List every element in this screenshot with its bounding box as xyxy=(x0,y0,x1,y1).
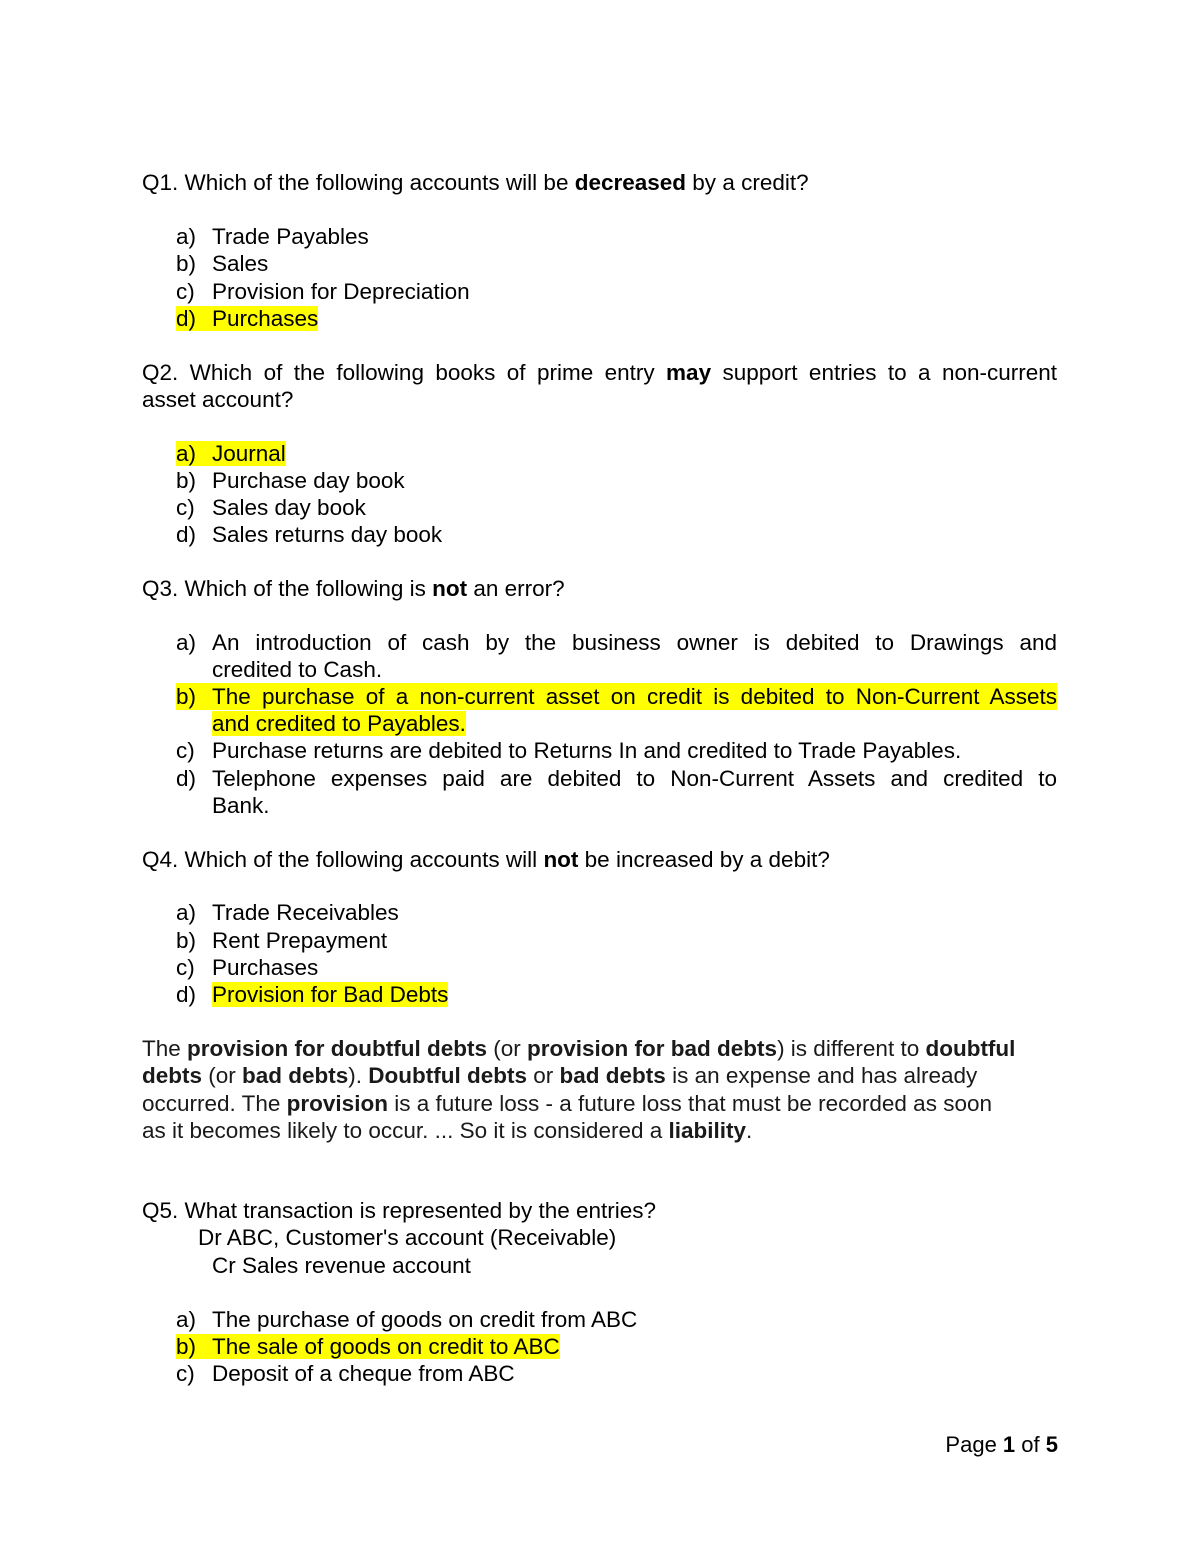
q3-option-b-answer-line-2: and credited to Payables. xyxy=(212,711,466,736)
q2-option-d: d) Sales returns day book xyxy=(176,522,443,547)
q1-option-c: c) Provision for Depreciation xyxy=(176,279,470,304)
q5-entry-credit: Cr Sales revenue account xyxy=(212,1253,471,1278)
q4-option-c: c) Purchases xyxy=(176,955,319,980)
q1-option-a: a) Trade Payables xyxy=(176,224,369,249)
note-line-3: occurred. The provision is a future loss - a future loss that must be recorded as soon xyxy=(142,1091,992,1116)
question-5: Q5. What transaction is represented by the entries? xyxy=(142,1198,657,1223)
question-3: Q3. Which of the following is not an error? xyxy=(142,576,565,601)
q1-option-d-answer: d) Purchases xyxy=(176,306,319,331)
q4-option-d-answer: d) Provision for Bad Debts xyxy=(176,982,449,1007)
q3-option-d-line-2: Bank. xyxy=(212,793,270,818)
q1-option-b: b) Sales xyxy=(176,251,269,276)
q5-option-c: c) Deposit of a cheque from ABC xyxy=(176,1361,515,1386)
question-2-line-2: asset account? xyxy=(142,387,294,412)
q4-option-b: b) Rent Prepayment xyxy=(176,928,388,953)
q3-option-a-line-1: An introduction of cash by the business owner is debited to Drawings and xyxy=(212,630,1057,655)
note-line-4: as it becomes likely to occur. ... So it is considered a liability. xyxy=(142,1118,753,1143)
q5-entry-debit: Dr ABC, Customer's account (Receivable) xyxy=(198,1225,617,1250)
note-line-2: debts (or bad debts). Doubtful debts or bad debts is an expense and has already xyxy=(142,1063,978,1088)
page-number-footer: Page 1 of 5 xyxy=(945,1432,1058,1457)
question-4: Q4. Which of the following accounts will not be increased by a debit? xyxy=(142,847,830,872)
q3-option-b-answer-line-1: b) The purchase of a non-current asset on credit is debited to Non-Current Assets xyxy=(176,684,1057,709)
q2-option-a-answer: a) Journal xyxy=(176,441,286,466)
q4-option-a: a) Trade Receivables xyxy=(176,900,399,925)
q2-option-b: b) Purchase day book xyxy=(176,468,405,493)
q5-option-b-answer: b) The sale of goods on credit to ABC xyxy=(176,1334,560,1359)
question-1: Q1. Which of the following accounts will be decreased by a credit? xyxy=(142,170,809,195)
q3-option-d-line-1: Telephone expenses paid are debited to Non-Current Assets and credited to xyxy=(212,766,1057,791)
q3-option-a-letter: a) xyxy=(176,630,197,655)
question-2: Q2. Which of the following books of prime entry may support entries to a non-current xyxy=(142,360,1057,385)
q5-option-a: a) The purchase of goods on credit from ABC xyxy=(176,1307,638,1332)
q3-option-d-letter: d) xyxy=(176,766,197,791)
q3-option-c: c) Purchase returns are debited to Returns In and credited to Trade Payables. xyxy=(176,738,962,763)
q2-option-c: c) Sales day book xyxy=(176,495,366,520)
note-line-1: The provision for doubtful debts (or provision for bad debts) is different to doubtful xyxy=(142,1036,1016,1061)
q3-option-a-line-2: credited to Cash. xyxy=(212,657,383,682)
